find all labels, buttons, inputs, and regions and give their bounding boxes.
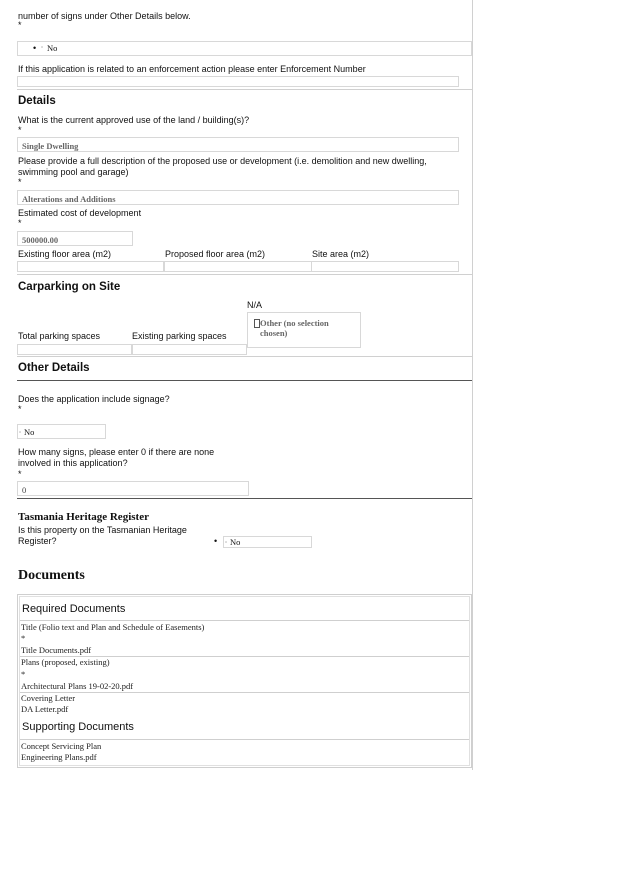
doc-title: Title (Folio text and Plan and Schedule of Easements) — [21, 622, 205, 632]
required-asterisk: * — [18, 20, 22, 30]
doc-file-link[interactable]: Architectural Plans 19-02-20.pdf — [21, 681, 134, 691]
doc-title: Covering Letter — [21, 693, 76, 703]
signage-option-box — [17, 41, 472, 56]
intro-text: number of signs under Other Details below. — [18, 11, 191, 21]
section-rule — [17, 498, 472, 499]
current-use-value: Single Dwelling — [22, 141, 79, 151]
signs-count-value: 0 — [22, 485, 27, 495]
required-asterisk: * — [18, 177, 22, 187]
heritage-select[interactable] — [223, 536, 312, 548]
radio-icon[interactable]: ▫ — [41, 45, 44, 51]
doc-file-link[interactable]: Title Documents.pdf — [21, 645, 92, 655]
other-value: Other (no selection chosen) — [260, 318, 329, 338]
form-right-border — [472, 0, 473, 770]
existing-parking-label: Existing parking spaces — [132, 331, 227, 341]
list-bullet: • — [33, 43, 37, 53]
cost-label: Estimated cost of development — [18, 208, 142, 218]
heritage-heading: Tasmania Heritage Register — [18, 511, 149, 523]
current-use-label: What is the current approved use of the land / building(s)? — [18, 115, 250, 125]
carparking-heading: Carparking on Site — [18, 281, 121, 293]
details-heading: Details — [18, 95, 56, 107]
site-area-label: Site area (m2) — [312, 249, 370, 259]
documents-heading: Documents — [18, 568, 85, 583]
total-parking-label: Total parking spaces — [18, 331, 101, 341]
radio-icon: ▫ — [19, 430, 22, 436]
doc-title: Plans (proposed, existing) — [21, 657, 110, 667]
no-option-label: No — [47, 43, 58, 53]
divider — [20, 692, 469, 693]
divider — [17, 356, 472, 357]
list-bullet: • — [214, 536, 218, 546]
current-use-field[interactable] — [17, 137, 459, 152]
doc-file-link[interactable]: DA Letter.pdf — [21, 704, 69, 714]
radio-icon: ▫ — [225, 540, 228, 546]
signage-select[interactable] — [17, 424, 106, 439]
cost-field[interactable] — [17, 231, 133, 246]
other-details-heading: Other Details — [18, 362, 90, 374]
required-asterisk: * — [18, 404, 22, 414]
description-value: Alterations and Additions — [22, 194, 116, 204]
cost-value: 500000.00 — [22, 235, 59, 245]
site-area-input[interactable] — [311, 261, 459, 272]
description-label: Please provide a full description of the proposed use or development (i.e. demolition and new dwelling, swimming pool and garage) — [18, 156, 427, 177]
divider — [17, 274, 472, 275]
signs-count-field[interactable] — [17, 481, 249, 496]
description-field[interactable] — [17, 190, 459, 205]
required-asterisk: * — [18, 125, 22, 135]
required-asterisk: * — [18, 469, 22, 479]
enforcement-label: If this application is related to an enforcement action please enter Enforcement Number — [18, 64, 366, 74]
proposed-floor-input[interactable] — [164, 261, 312, 272]
divider — [20, 620, 469, 621]
existing-floor-label: Existing floor area (m2) — [18, 249, 112, 259]
proposed-floor-label: Proposed floor area (m2) — [165, 249, 266, 259]
doc-title: Concept Servicing Plan — [21, 741, 102, 751]
signage-label: Does the application include signage? — [18, 394, 170, 404]
supporting-documents-heading: Supporting Documents — [22, 721, 134, 733]
heritage-value: No — [230, 537, 241, 547]
divider — [20, 739, 469, 740]
existing-parking-input[interactable] — [132, 344, 247, 355]
required-documents-heading: Required Documents — [22, 603, 126, 615]
required-asterisk: * — [21, 633, 26, 643]
other-select[interactable] — [247, 312, 361, 348]
required-asterisk: * — [18, 218, 22, 228]
existing-floor-input[interactable] — [17, 261, 164, 272]
signs-count-label: How many signs, please enter 0 if there are none involved in this application? — [18, 447, 215, 468]
signage-value: No — [24, 427, 35, 437]
divider — [17, 89, 472, 90]
heritage-question: Is this property on the Tasmanian Heritage Register? — [18, 525, 187, 546]
doc-file-link[interactable]: Engineering Plans.pdf — [21, 752, 97, 762]
total-parking-input[interactable] — [17, 344, 132, 355]
required-asterisk: * — [21, 669, 26, 679]
enforcement-number-input[interactable] — [17, 76, 459, 87]
section-rule — [17, 380, 472, 381]
na-label: N/A — [247, 300, 263, 310]
